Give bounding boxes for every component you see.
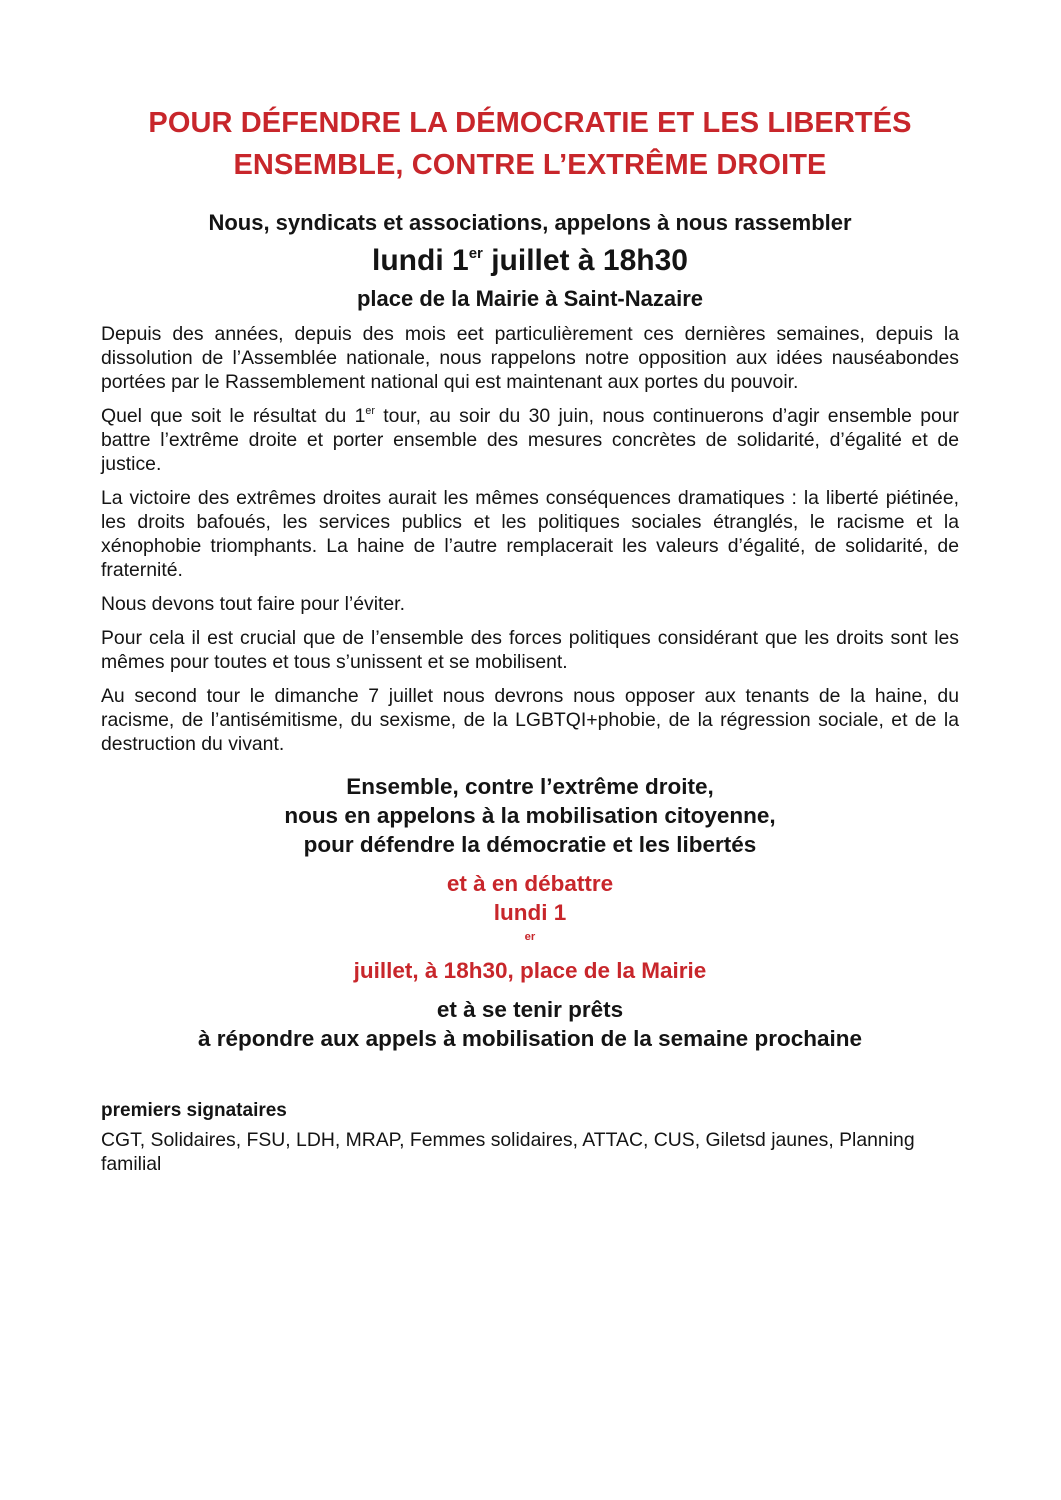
call-line-1: Ensemble, contre l’extrême droite,	[346, 774, 714, 799]
paragraph-2	[101, 404, 959, 476]
debate-ordinal: er	[524, 931, 536, 943]
signatories-list: CGT, Solidaires, FSU, LDH, MRAP, Femmes solidaires, ATTAC, CUS, Giletsd jaunes, Planning familial	[101, 1129, 915, 1175]
body-text	[101, 322, 959, 756]
paragraph-2-ordinal: er	[365, 405, 375, 417]
intro-line: Nous, syndicats et associations, appelons à nous rassembler	[208, 210, 852, 235]
event-day: lundi 1	[372, 244, 469, 277]
signatories-heading: premiers signataires	[101, 1100, 287, 1121]
paragraph-5: Pour cela il est crucial que de l’ensemble des forces politiques considérant que les droits sont les mêmes pour toutes et tous s’unissent et se mobilisent.	[101, 627, 959, 673]
call-line-3: pour défendre la démocratie et les libertés	[303, 832, 757, 857]
debate-line-1: et à en débattre	[446, 871, 614, 896]
page-title	[101, 0, 959, 186]
final-line-2: à répondre aux appels à mobilisation de la semaine prochaine	[198, 1026, 862, 1051]
paragraph-4: Nous devons tout faire pour l’éviter.	[101, 593, 405, 615]
leaflet-page	[101, 0, 959, 1176]
call-line-2: nous en appelons à la mobilisation citoyenne,	[284, 803, 776, 828]
final-call	[101, 995, 959, 1053]
debate-rest: juillet, à 18h30, place de la Mairie	[353, 958, 707, 983]
title-line-2: ENSEMBLE, CONTRE L’EXTRÊME DROITE	[233, 149, 827, 181]
paragraph-2-end: tour, au soir du 30 juin, nous continuerons d’agir ensemble pour battre l’extrême droite et porter ensemble des mesures concrètes de solidarité, d’égalité et de justice.	[101, 405, 960, 475]
debate-day: lundi 1	[493, 900, 567, 925]
event-date	[101, 241, 959, 281]
call-to-action	[101, 772, 959, 859]
paragraph-1: Depuis des années, depuis des mois eet particulièrement ces dernières semaines, depuis la dissolution de l’Assemblée nationale, nous rappelons notre opposition aux idées nauséabondes portées par le Rassemblement national qui est maintenant aux portes du pouvoir.	[101, 323, 959, 393]
event-place: place de la Mairie à Saint-Nazaire	[356, 286, 704, 311]
debate-line-2	[101, 898, 959, 985]
paragraph-3: La victoire des extrêmes droites aurait les mêmes conséquences dramatiques : la liberté piétinée, les droits bafoués, les services publics et les politiques sociales étranglés, le racisme et la xénophobie triomphants. La haine de l’autre remplacerait les valeurs d’égalité, de solidarité, de fraternité.	[101, 487, 959, 581]
paragraph-2-start: Quel que soit le résultat du 1	[101, 405, 366, 427]
debate-block	[101, 869, 959, 985]
paragraph-6: Au second tour le dimanche 7 juillet nous devrons nous opposer aux tenants de la haine, du racisme, de l’antisémitisme, du sexisme, de la LGBTQI+phobie, de la régression sociale, et de la destruction du vivant.	[101, 685, 959, 755]
event-ordinal: er	[468, 245, 483, 262]
title-line-1: POUR DÉFENDRE LA DÉMOCRATIE ET LES LIBERTÉS	[148, 107, 912, 139]
event-date-rest: juillet à 18h30	[482, 244, 688, 277]
final-line-1: et à se tenir prêts	[436, 997, 624, 1022]
